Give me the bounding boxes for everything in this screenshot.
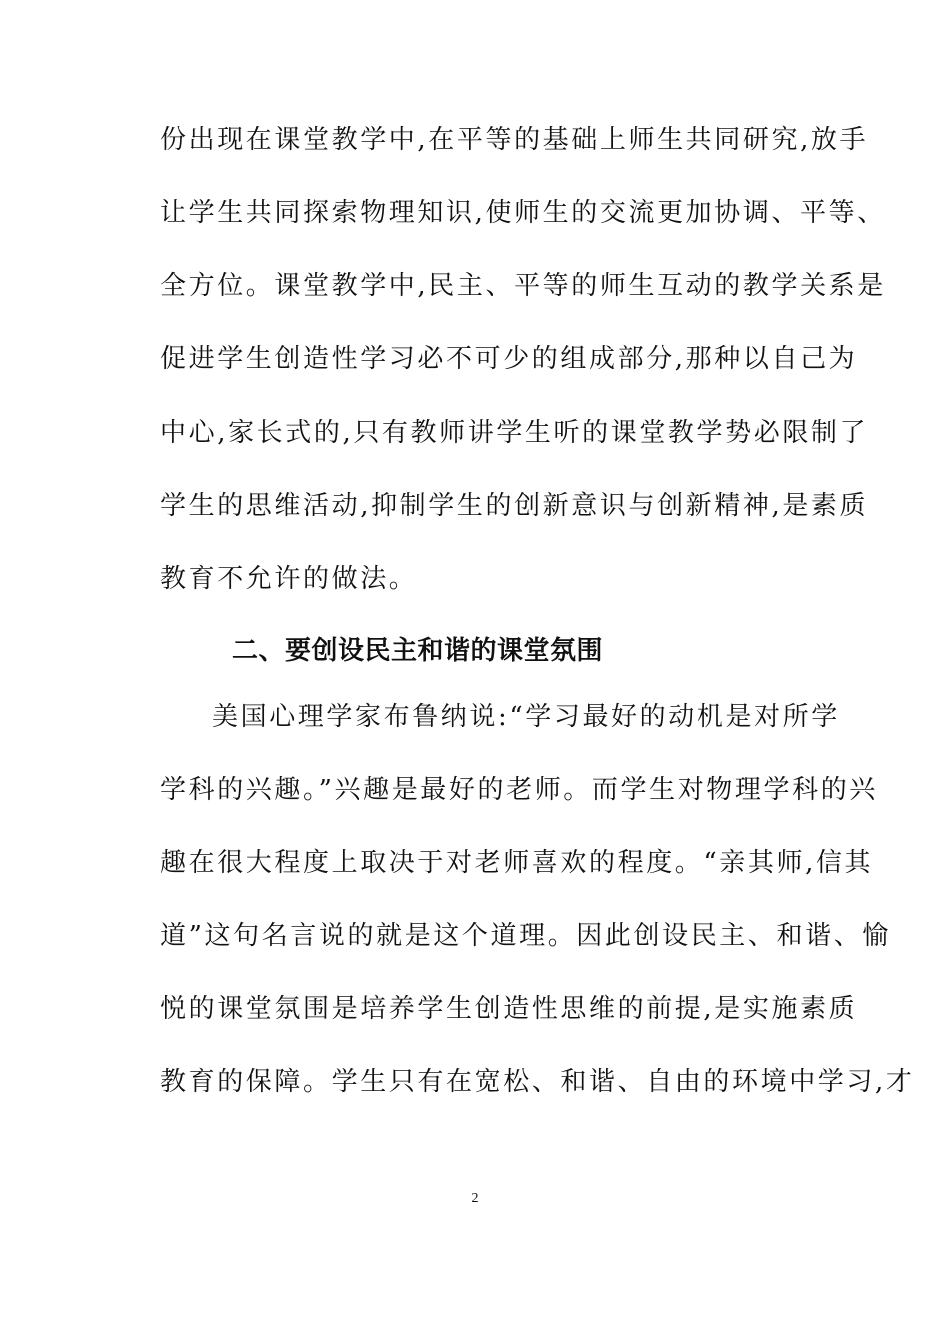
body-text-line: 教育不允许的做法。 <box>160 564 418 594</box>
body-text-line: 趣在很大程度上取决于对老师喜欢的程度。“亲其师,信其 <box>160 848 874 878</box>
page-number: 2 <box>471 1191 479 1206</box>
body-text-line: 份出现在课堂教学中,在平等的基础上师生共同研究,放手 <box>160 125 869 155</box>
body-text-line: 学科的兴趣。”兴趣是最好的老师。而学生对物理学科的兴 <box>160 775 878 805</box>
section-heading: 二、要创设民主和谐的课堂氛围 <box>232 636 604 666</box>
body-text-line: 学生的思维活动,抑制学生的创新意识与创新精神,是素质 <box>160 491 869 521</box>
body-text-line: 中心,家长式的,只有教师讲学生听的课堂教学势必限制了 <box>160 418 869 448</box>
body-text-line: 全方位。课堂教学中,民主、平等的师生互动的教学关系是 <box>160 271 886 301</box>
body-text-line: 道”这句名言说的就是这个道理。因此创设民主、和谐、愉 <box>160 921 891 951</box>
body-text-line: 促进学生创造性学习必不可少的组成部分,那种以自己为 <box>160 344 858 374</box>
body-text-line: 美国心理学家布鲁纳说:“学习最好的动机是对所学 <box>212 702 840 732</box>
body-text-line: 教育的保障。学生只有在宽松、和谐、自由的环境中学习,才 <box>160 1067 915 1097</box>
body-text-line: 让学生共同探索物理知识,使师生的交流更加协调、平等、 <box>160 198 886 228</box>
body-text-line: 悦的课堂氛围是培养学生创造性思维的前提,是实施素质 <box>160 994 858 1024</box>
